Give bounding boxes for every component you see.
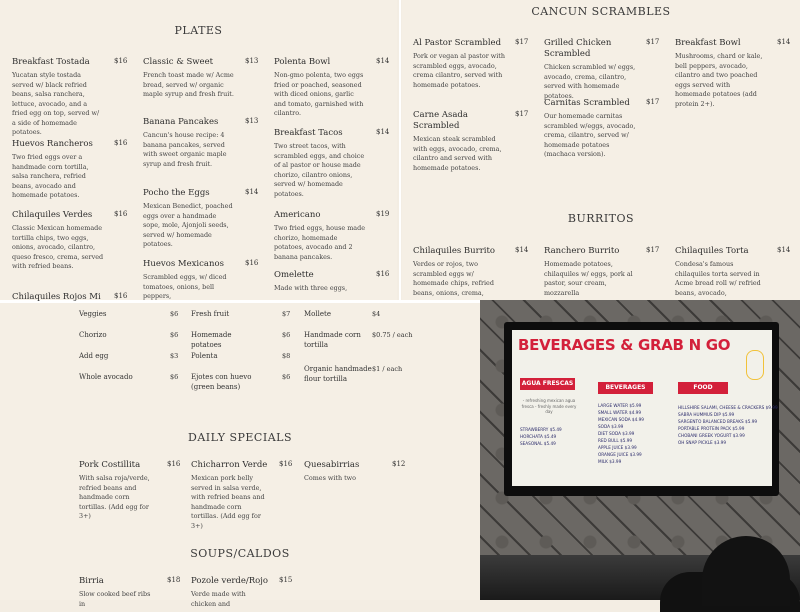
- tv-menu-entry: RED BULL $5.99: [598, 438, 633, 443]
- menu-item-description: Cancun's house recipe: 4 banana pancakes, served with sweet organic maple syrup and fresh fruit.: [143, 131, 227, 168]
- side-item-price: $6: [282, 331, 291, 339]
- menu-item-price: $14: [376, 128, 390, 136]
- menu-item-price: $16: [167, 460, 181, 468]
- menu-item-name: Birria: [79, 576, 104, 586]
- menu-item-description: Non-gmo polenta, two eggs fried or poached, seasoned with diced onions, garlic and tomato, garnished with cilantro.: [274, 71, 364, 117]
- menu-item-name: Chilaquiles Rojos Mi: [12, 292, 101, 302]
- menu-item-description: Chicken scrambled w/ eggs, avocado, crema, cilantro, served with homemade potatoes.: [544, 63, 636, 100]
- side-item-name: Organic handmade flour tortilla: [304, 365, 372, 383]
- menu-item-name: Chicharron Verde: [191, 460, 268, 470]
- sides-menu-panel: [0, 303, 480, 608]
- menu-item-price: $17: [646, 98, 660, 106]
- menu-item-description: Two fried eggs over a handmade corn tortilla, salsa ranchera, refried beans, avocado and homemade potatoes.: [12, 153, 89, 199]
- menu-item: [12, 292, 128, 303]
- burritos-heading: BURRITOS: [567, 212, 635, 225]
- tv-menu-entry: HILLSHIRE SALAMI, CHEESE & CRACKERS $9.99: [678, 405, 778, 410]
- beverage-list: [598, 402, 644, 465]
- menu-item-price: $16: [114, 57, 128, 65]
- tv-menu-entry: PORTABLE PROTEIN PACK $5.99: [678, 426, 745, 431]
- menu-item-price: $16: [114, 139, 128, 147]
- menu-item: [413, 246, 529, 298]
- menu-item: [544, 38, 660, 101]
- menu-item-name: Pozole verde/Rojo: [191, 576, 269, 586]
- menu-item-description: Scrambled eggs, w/ diced tomatoes, onions, bell peppers,: [143, 273, 227, 300]
- side-item-price: $4: [372, 310, 381, 318]
- menu-item-name: Pocho the Eggs: [143, 188, 210, 198]
- side-item-name: Mollete: [304, 310, 331, 318]
- menu-item-price: $17: [646, 246, 660, 254]
- menu-item-name: Al Pastor Scrambled: [413, 38, 502, 48]
- side-item-name: Homemade potatoes: [191, 331, 232, 349]
- tv-menu-entry: SARGENTO BALANCED BREAKS $5.99: [678, 419, 758, 424]
- side-item-name: Handmade corn tortilla: [304, 331, 361, 349]
- menu-item-name: Ranchero Burrito: [544, 246, 620, 256]
- soups-heading: SOUPS/CALDOS: [190, 547, 290, 560]
- menu-item-price: $18: [167, 576, 181, 584]
- tv-menu-entry: HORCHATA $5.49: [520, 434, 557, 439]
- tv-menu-entry: SMALL WATER $4.99: [598, 410, 642, 415]
- tab-beverages: BEVERAGES: [598, 382, 653, 394]
- tv-menu-entry: STRAWBERRY $5.49: [520, 427, 562, 432]
- menu-item-name: Breakfast Tacos: [274, 128, 343, 138]
- menu-item: [191, 576, 293, 609]
- panel-divider-vertical: [399, 0, 401, 300]
- menu-item-name: Polenta Bowl: [274, 57, 331, 67]
- tv-menu-entry: MILK $3.99: [598, 459, 622, 464]
- menu-item: [143, 57, 259, 100]
- menu-item-price: $17: [646, 38, 660, 46]
- menu-item-name: Breakfast Bowl: [675, 38, 741, 48]
- menu-item: [143, 259, 259, 302]
- tv-menu-entry: LARGE WATER $5.99: [598, 403, 642, 408]
- menu-item: [274, 210, 390, 262]
- menu-item-price: $13: [245, 57, 259, 65]
- side-item-name: Fresh fruit: [191, 310, 230, 318]
- menu-item: [413, 38, 529, 90]
- daily-specials-heading: DAILY SPECIALS: [188, 431, 292, 444]
- menu-item-description: Yucatan style tostada served w/ black refried beans, salsa ranchera, lettuce, avocado, and a fried egg on top, served w/ a side of homemade potatoes.: [12, 71, 100, 136]
- side-item-price: $6: [170, 331, 179, 339]
- menu-item-name: Classic & Sweet: [143, 57, 214, 67]
- tab-food: FOOD: [678, 382, 728, 394]
- menu-item-name: Grilled Chicken Scrambled: [544, 38, 612, 59]
- menu-item-price: $15: [279, 576, 293, 584]
- menu-item-description: Mushrooms, chard or kale, bell peppers, avocado, cilantro and two poached eggs served with homemade potatoes (add protein 2+).: [675, 52, 763, 108]
- side-item-name: Add egg: [79, 352, 109, 360]
- agua-note: - refreshing mexican agua fresca - freshly made every day: [521, 398, 577, 414]
- menu-item-name: Chilaquiles Torta: [675, 246, 749, 256]
- tv-menu-entry: MEXICAN SODA $4.99: [598, 417, 644, 422]
- scrambles-heading: CANCUN SCRAMBLES: [531, 5, 671, 18]
- menu-item-name: Breakfast Tostada: [12, 57, 90, 67]
- scrambles-menu-panel: [402, 0, 800, 300]
- menu-item-name: Chilaquiles Burrito: [413, 246, 496, 256]
- side-item-name: Whole avocado: [79, 373, 133, 381]
- menu-item-price: $16: [376, 270, 390, 278]
- menu-item: [274, 128, 390, 199]
- side-item-name: Veggies: [79, 310, 107, 318]
- side-item-price: $3: [170, 352, 179, 360]
- menu-item: [191, 460, 293, 531]
- food-list: [678, 404, 778, 446]
- agua-list: [520, 426, 562, 447]
- menu-item-description: French toast made w/ Acme bread, served w/ organic maple syrup and fresh fruit.: [143, 71, 234, 98]
- menu-item: [12, 139, 128, 201]
- menu-item-description: Verdes or rojos, two scrambled eggs w/ homemade chips, refried beans, onions, crema,: [413, 260, 494, 297]
- menu-item-description: Mexican steak scrambled with eggs, avocado, crema, cilantro and served with homemade potatoes.: [413, 135, 502, 172]
- side-item-name: Polenta: [191, 352, 218, 360]
- menu-item: [12, 57, 128, 138]
- menu-item-price: $14: [376, 57, 390, 65]
- menu-item: [79, 576, 181, 609]
- menu-item-price: $14: [777, 38, 791, 46]
- menu-item-name: Americano: [274, 210, 321, 220]
- menu-item-description: Mexican pork belly served in salsa verde, with refried beans and handmade corn tortillas. (Add egg for 3+): [191, 474, 265, 530]
- menu-item-description: Condesa's famous chilaquiles torta served in Acme bread roll w/ refried beans, avocado,: [675, 260, 761, 297]
- menu-item: [544, 246, 660, 298]
- menu-item-description: Pork or vegan al pastor with scrambled eggs, avocado, crema cilantro, served with homemade potatoes.: [413, 52, 505, 89]
- menu-item-name: Huevos Mexicanos: [143, 259, 224, 269]
- menu-item: [675, 246, 791, 298]
- tv-menu-entry: SEASONAL $5.49: [520, 441, 556, 446]
- menu-item-price: $14: [515, 246, 529, 254]
- menu-item-price: $16: [114, 292, 128, 300]
- menu-item-price: $17: [515, 110, 529, 118]
- side-item-price: $6: [170, 373, 179, 381]
- menu-item-price: $16: [114, 210, 128, 218]
- plates-menu-panel: [0, 0, 397, 300]
- menu-item: [79, 460, 181, 522]
- menu-item-price: $19: [376, 210, 390, 218]
- tv-menu-entry: SABRA HUMMUS DIP $5.99: [678, 412, 735, 417]
- side-item-price: $6: [170, 310, 179, 318]
- tv-title: BEVERAGES & GRAB N GO: [518, 336, 731, 354]
- menu-item-description: Comes with two: [304, 474, 357, 482]
- menu-item-description: Two street tacos, with scrambled eggs, and choice of al pastor or house made chorizo, cilantro onions, served w/ homemade potatoes.: [274, 142, 365, 198]
- tv-menu-entry: CHOBANI GREEK YOGURT $3.99: [678, 433, 745, 438]
- side-item-price: $6: [282, 373, 291, 381]
- menu-item-price: $12: [392, 460, 406, 468]
- menu-item-description: Slow cooked beef ribs in: [79, 590, 151, 608]
- tv-screen: [512, 330, 778, 486]
- side-item-name: Ejotes con huevo (green beans): [191, 373, 252, 391]
- side-item-price: $7: [282, 310, 291, 318]
- menu-item-description: Our homemade carnitas scrambled w/eggs, avocado, crema, cilantro, served w/ homemade potatoes (machaca version).: [544, 112, 636, 158]
- menu-item-description: With salsa roja/verde, refried beans and handmade corn tortillas. (Add egg for 3+): [79, 474, 150, 520]
- menu-item-name: Huevos Rancheros: [12, 139, 93, 149]
- menu-item-name: Pork Costillita: [79, 460, 141, 470]
- side-item-name: Chorizo: [79, 331, 107, 339]
- menu-item-name: Quesabirrias: [304, 460, 360, 470]
- side-item-price: $0.75 / each: [372, 331, 413, 339]
- side-item-price: $1 / each: [372, 365, 403, 373]
- menu-item: [413, 110, 529, 173]
- tv-menu-entry: APPLE JUICE $3.99: [598, 445, 637, 450]
- menu-item-price: $16: [245, 259, 259, 267]
- menu-item: [304, 460, 406, 484]
- menu-item: [143, 117, 259, 169]
- menu-item: [12, 210, 128, 272]
- menu-item: [274, 270, 390, 294]
- drink-doodle-icon: [746, 350, 764, 380]
- menu-item-name: Omelette: [274, 270, 314, 280]
- menu-item-price: $17: [515, 38, 529, 46]
- menu-item-description: Two fried eggs, house made chorizo, homemade potatoes, avocado and 2 banana pancakes.: [274, 224, 365, 261]
- tv-menu-entry: ORANGE JUICE $3.99: [598, 452, 642, 457]
- tv-menu-entry: OH SNAP PICKLE $3.99: [678, 440, 727, 445]
- menu-item-description: Verde made with chicken and: [191, 590, 246, 608]
- menu-item-description: Homemade potatoes, chilaquiles w/ eggs, pork al pastor, sour cream, mozzarella: [544, 260, 633, 297]
- side-item-price: $8: [282, 352, 291, 360]
- menu-item: [274, 57, 390, 119]
- menu-item-price: $16: [279, 460, 293, 468]
- menu-item-price: $14: [777, 246, 791, 254]
- tv-menu-entry: SODA $3.99: [598, 424, 624, 429]
- tab-agua-frescas: AGUA FRESCAS: [520, 378, 575, 390]
- beverage-board-photo: [480, 300, 800, 600]
- menu-item-description: Made with three eggs,: [274, 284, 348, 292]
- menu-item-description: Classic Mexican homemade tortilla chips, two eggs, onions, avocado, cilantro, queso fresco, crema, served with refried beans.: [12, 224, 104, 270]
- menu-item-price: $13: [245, 117, 259, 125]
- menu-item-description: Mexican Benedict, poached eggs over a handmade sope, mole, Ajonjoli seeds, served w/ homemade potatoes.: [143, 202, 233, 248]
- plates-heading: PLATES: [174, 24, 223, 37]
- menu-item-name: Chilaquiles Verdes: [12, 210, 93, 220]
- menu-item: [544, 98, 660, 160]
- menu-item-name: Banana Pancakes: [143, 117, 219, 127]
- menu-item-name: Carnitas Scrambled: [544, 98, 630, 108]
- menu-item-price: $14: [245, 188, 259, 196]
- tv-menu-entry: DIET SODA $3.99: [598, 431, 635, 436]
- menu-item: [143, 188, 259, 250]
- menu-item-name: Carne Asada Scrambled: [413, 110, 468, 131]
- menu-item: [675, 38, 791, 109]
